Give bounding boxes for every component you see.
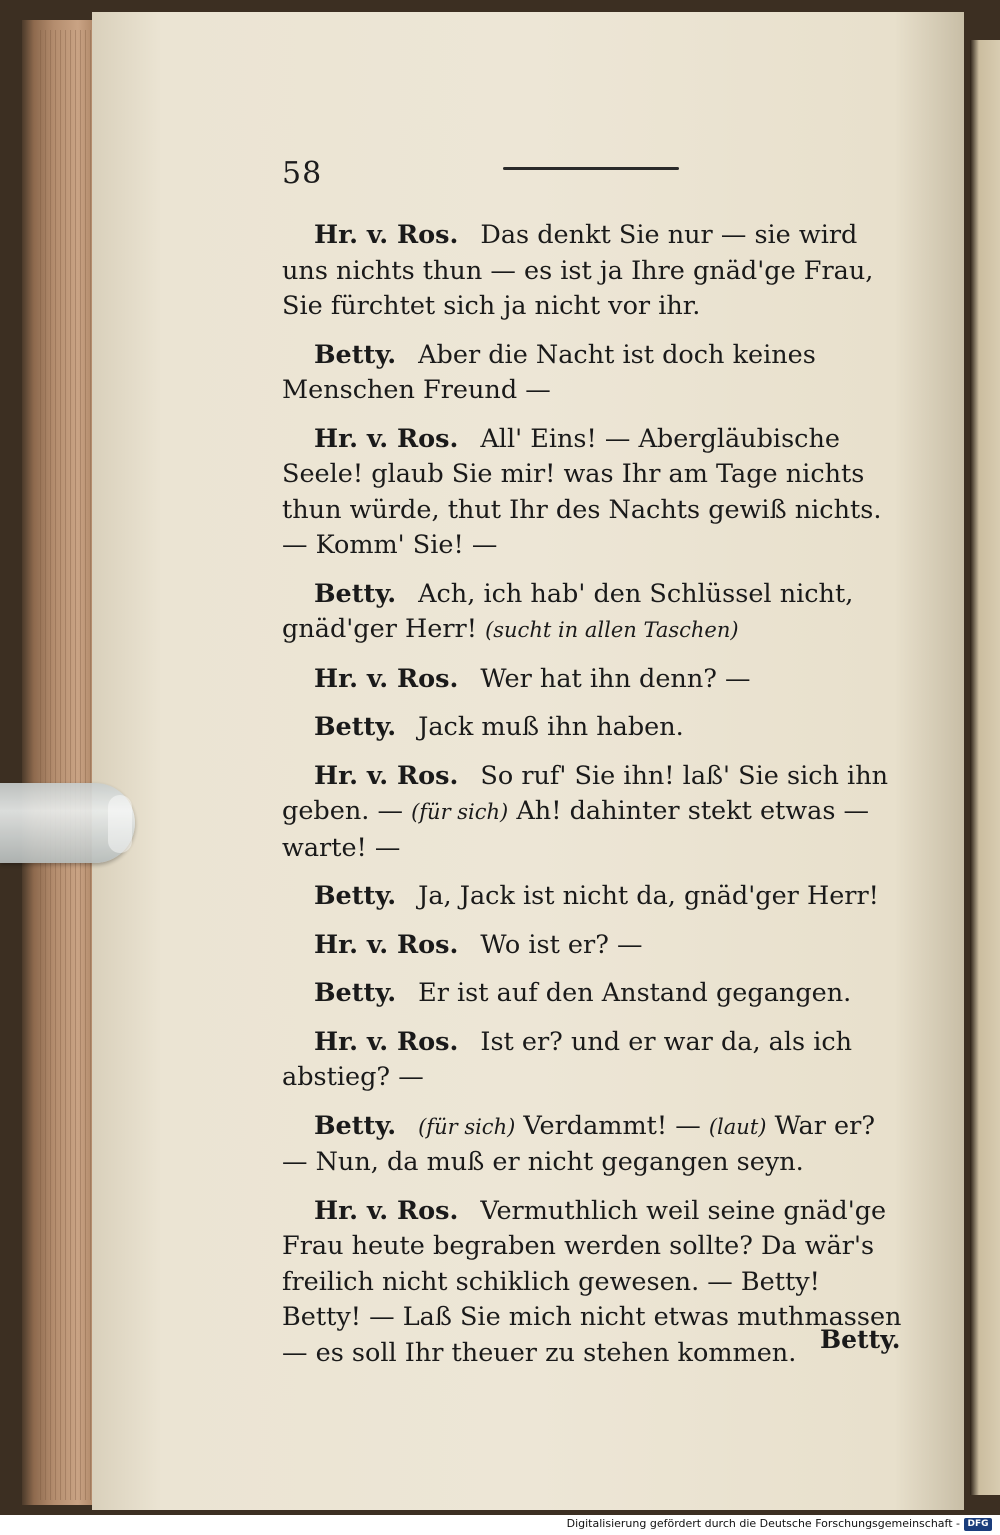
speaker-name: Hr. v. Ros. bbox=[314, 220, 459, 250]
dialogue-text: Er ist auf den Anstand gegangen. bbox=[418, 978, 852, 1008]
dialogue-text: Ja, Jack ist nicht da, gnäd'ger Herr! bbox=[418, 881, 879, 911]
dialogue-paragraph bbox=[282, 1109, 902, 1181]
speaker-name: Betty. bbox=[314, 881, 397, 911]
dialogue-text: So ruf' Sie ihn! laß' Sie sich ihn geben. — bbox=[282, 760, 889, 826]
stage-direction: (für sich) bbox=[418, 1114, 516, 1139]
stage-direction: (sucht in allen Taschen) bbox=[485, 618, 739, 642]
dialogue-paragraph bbox=[282, 1025, 902, 1096]
speaker-name: Betty. bbox=[314, 712, 397, 742]
header-rule bbox=[503, 167, 679, 170]
dialogue-text: Ah! dahinter stekt etwas — warte! — bbox=[282, 796, 870, 863]
dialogue-text: Das denkt Sie nur — sie wird uns nichts thun — es ist ja Ihre gnäd'ge Frau, Sie fürchtet sich ja nicht vor ihr. bbox=[282, 220, 874, 321]
speaker-name: Betty. bbox=[314, 978, 397, 1008]
catchword: Betty. bbox=[820, 1325, 901, 1354]
dialogue-paragraph bbox=[282, 1194, 902, 1372]
dialogue-paragraph bbox=[282, 577, 902, 649]
dialogue-paragraph bbox=[282, 879, 902, 915]
footer-credit: Digitalisierung gefördert durch die Deutsche Forschungsgemeinschaft - bbox=[566, 1517, 960, 1530]
dialogue-text: Wer hat ihn denn? — bbox=[480, 663, 751, 694]
dialogue-text: War er? — Nun, da muß er nicht gegangen seyn. bbox=[282, 1110, 876, 1177]
dfg-logo: DFG bbox=[964, 1518, 992, 1531]
speaker-name: Betty. bbox=[314, 1110, 397, 1141]
dialogue-text: Verdammt! — bbox=[523, 1110, 701, 1141]
dialogue-text: Vermuthlich weil seine gnäd'ge Frau heute begraben werden sollte? Da wär's freilich nicht schiklich gewesen. — Betty! Betty! — Laß Sie mich nicht etwas muthmassen — es soll Ihr theuer zu stehen kommen. bbox=[282, 1195, 902, 1368]
speaker-name: Hr. v. Ros. bbox=[314, 1195, 459, 1226]
dialogue-paragraph bbox=[282, 710, 902, 746]
dialogue-text: Ist er? und er war da, als ich abstieg? — bbox=[282, 1026, 853, 1092]
clip-highlight bbox=[108, 795, 132, 853]
dialogue-paragraph bbox=[282, 218, 902, 325]
dialogue-text: Aber die Nacht ist doch keines Menschen Freund — bbox=[282, 339, 816, 405]
dialogue-text: Ach, ich hab' den Schlüssel nicht, gnäd'ger Herr! bbox=[282, 578, 854, 644]
stage-direction: (laut) bbox=[708, 1114, 767, 1139]
dialogue-paragraph bbox=[282, 928, 902, 964]
stage-direction: (für sich) bbox=[411, 800, 509, 824]
speaker-name: Betty. bbox=[314, 339, 397, 370]
speaker-name: Hr. v. Ros. bbox=[314, 1026, 459, 1057]
dialogue-text: Wo ist er? — bbox=[480, 929, 643, 960]
dialogue-paragraph bbox=[282, 976, 902, 1012]
dialogue-text: All' Eins! — Abergläubische Seele! glaub Sie mir! was Ihr am Tage nichts thun würde, thut Ihr des Nachts gewiß nichts. — Komm' Sie! — bbox=[282, 423, 882, 560]
dialogue-paragraph bbox=[282, 759, 902, 867]
speaker-name: Hr. v. Ros. bbox=[314, 760, 459, 791]
opposite-page-edge bbox=[970, 40, 1000, 1495]
page-edge-lines bbox=[40, 30, 95, 1500]
dialogue-text: Jack muß ihn haben. bbox=[418, 712, 684, 742]
dialogue-paragraph bbox=[282, 662, 902, 698]
speaker-name: Hr. v. Ros. bbox=[314, 423, 459, 454]
dialogue-paragraph bbox=[282, 422, 902, 564]
speaker-name: Hr. v. Ros. bbox=[314, 929, 459, 960]
speaker-name: Betty. bbox=[314, 578, 397, 609]
text-block bbox=[282, 218, 902, 1384]
page-number: 58 bbox=[282, 156, 323, 191]
speaker-name: Hr. v. Ros. bbox=[314, 663, 459, 694]
dialogue-paragraph bbox=[282, 338, 902, 409]
